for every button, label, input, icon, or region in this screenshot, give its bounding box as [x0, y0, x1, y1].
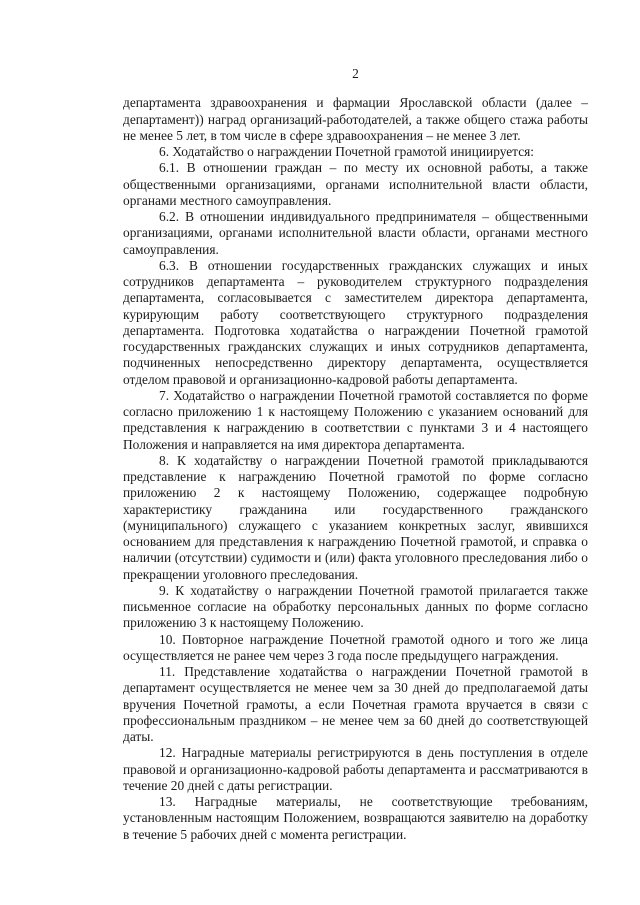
- document-page: [123, 66, 588, 843]
- paragraph-item-11: 11. Представление ходатайства о награждении Почетной грамотой в департамент осуществляется не менее чем за 30 дней до предполагаемой даты вручения Почетной грамоты, а если Почетная грамота вручается в связи с профессиональным праздником – не менее чем за 60 дней до соответствующей даты.: [123, 664, 588, 744]
- paragraph-item-8: 8. К ходатайству о награждении Почетной грамотой прикладываются представление к награждению Почетной грамотой по форме согласно приложению 2 к настоящему Положению, содержащее подробную характеристику гражданина или государственного гражданского (муниципального) служащего с указанием конкретных заслуг, явившихся основанием для представления к награждению Почетной грамотой, и справка о наличии (отсутствии) судимости и (или) факта уголовного преследования либо о прекращении уголовного преследования.: [123, 452, 588, 582]
- page-number: 2: [352, 66, 359, 81]
- paragraph-item-6-3: 6.3. В отношении государственных гражданских служащих и иных сотрудников департамента – руководителем структурного подразделения департамента, согласовывается с заместителем директора департамента, курирующим работу соответствующего структурного подразделения департамента. Подготовка ходатайства о награждении Почетной грамотой государственных гражданских служащих и иных сотрудников департамента, подчиненных непосредственно директору департамента, осуществляется отделом правовой и организационно-кадровой работы департамента.: [123, 257, 588, 387]
- paragraph-item-6-2: 6.2. В отношении индивидуального предпринимателя – общественными организациями, органами исполнительной власти области, органами местного самоуправления.: [123, 209, 588, 257]
- paragraph-item-12: 12. Наградные материалы регистрируются в день поступления в отделе правовой и организационно-кадровой работы департамента и рассматриваются в течение 20 дней с даты регистрации.: [123, 745, 588, 793]
- paragraph-item-9: 9. К ходатайству о награждении Почетной грамотой прилагается также письменное согласие на обработку персональных данных по форме согласно приложению 3 к настоящему Положению.: [123, 582, 588, 631]
- paragraph-item-10: 10. Повторное награждение Почетной грамотой одного и того же лица осуществляется не ранее чем через 3 года после предыдущего награждения.: [123, 631, 588, 663]
- paragraph-item-6: 6. Ходатайство о награждении Почетной грамотой инициируется:: [159, 144, 535, 159]
- paragraph-item-6-1: 6.1. В отношении граждан – по месту их основной работы, а также общественными организациями, органами исполнительной власти области, органами местного самоуправления.: [123, 160, 588, 208]
- paragraph-item-7: 7. Ходатайство о награждении Почетной грамотой составляется по форме согласно приложению 1 к настоящему Положению с указанием оснований для представления к награждению в соответствии с пунктами 3 и 4 настоящего Положения и направляется на имя директора департамента.: [123, 387, 588, 452]
- paragraph-item-13: 13. Наградные материалы, не соответствующие требованиям, установленным настоящим Положением, возвращаются заявителю на доработку в течение 5 рабочих дней с момента регистрации.: [123, 794, 588, 842]
- paragraph-continuation: департамента здравоохранения и фармации Ярославской области (далее – департамент)) наград организаций-работодателей, а также общего стажа работы не менее 5 лет, в том числе в сфере здравоохранения – не менее 3 лет.: [123, 95, 588, 143]
